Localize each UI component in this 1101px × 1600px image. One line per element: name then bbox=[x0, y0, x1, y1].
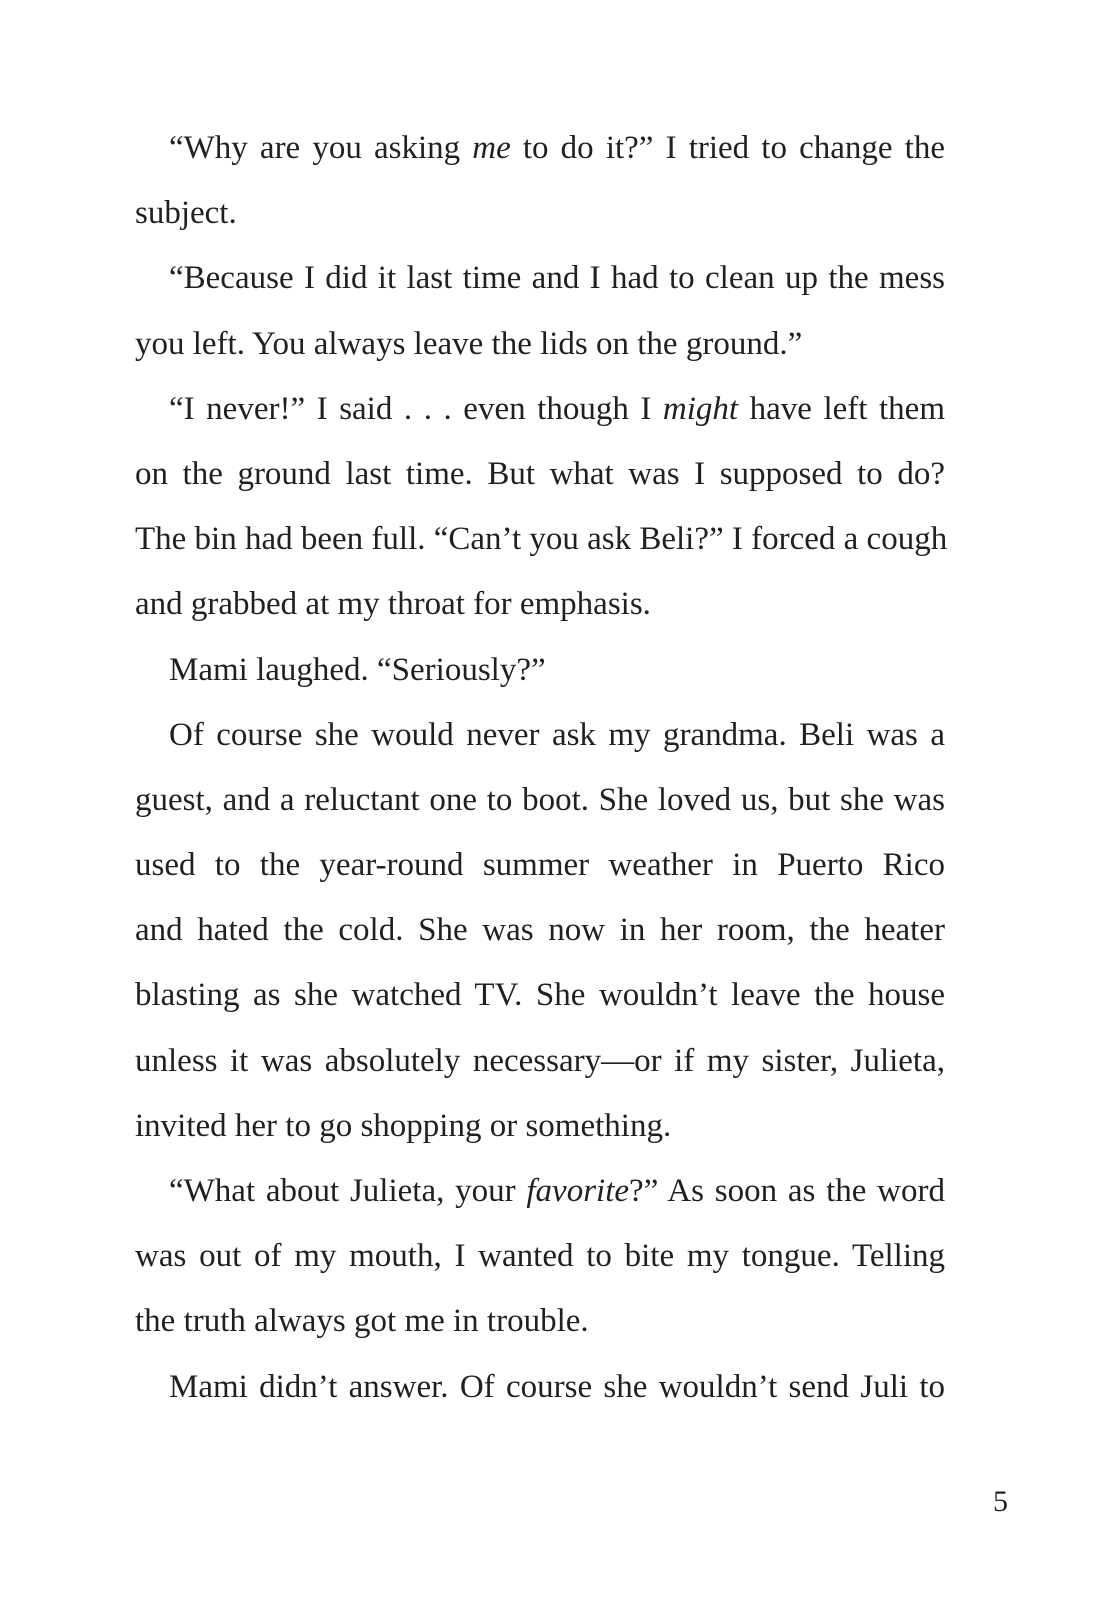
text-line bbox=[135, 768, 945, 833]
text-line bbox=[135, 116, 945, 181]
text-segment: and grabbed at my throat for emphasis. bbox=[135, 586, 651, 623]
text-segment: you left. You always leave the lids on the ground.” bbox=[135, 325, 803, 362]
text-segment: “What about Julieta, your bbox=[169, 1173, 527, 1209]
text-line bbox=[135, 1029, 945, 1094]
text-segment: subject. bbox=[135, 195, 237, 232]
text-line bbox=[135, 1355, 945, 1420]
text-segment: Mami didn’t answer. Of course she wouldn’t send Juli to bbox=[169, 1368, 945, 1405]
text-segment: was out of my mouth, I wanted to bite my tongue. Telling bbox=[135, 1238, 945, 1275]
page-number: 5 bbox=[993, 1485, 1008, 1518]
text-segment: used to the year-round summer weather in Puerto Rico bbox=[135, 847, 945, 884]
text-line bbox=[135, 1289, 945, 1354]
text-segment: to do it?” I tried to change the bbox=[510, 130, 945, 166]
emphasis-text: favorite bbox=[526, 1173, 630, 1209]
text-line bbox=[135, 572, 945, 637]
text-segment: the truth always got me in trouble. bbox=[135, 1303, 589, 1340]
text-line bbox=[135, 1094, 945, 1159]
text-segment: Mami laughed. “Seriously?” bbox=[169, 651, 546, 688]
text-segment: ?” As soon as the word bbox=[629, 1173, 945, 1209]
text-segment: invited her to go shopping or something. bbox=[135, 1107, 672, 1144]
text-segment: guest, and a reluctant one to boot. She loved us, but she was bbox=[135, 781, 945, 818]
emphasis-text: me bbox=[472, 130, 511, 166]
text-line bbox=[135, 963, 945, 1028]
text-line bbox=[135, 898, 945, 963]
text-line bbox=[135, 377, 945, 442]
emphasis-text: might bbox=[662, 390, 739, 427]
text-line bbox=[135, 1159, 945, 1224]
text-segment: Of course she would never ask my grandma. Beli was a bbox=[169, 716, 945, 753]
text-line bbox=[135, 638, 945, 703]
text-segment: on the ground last time. But what was I supposed to do? bbox=[135, 455, 945, 492]
text-segment: “Why are you asking bbox=[169, 130, 473, 166]
text-line bbox=[135, 312, 945, 377]
text-segment: “I never!” I said . . . even though I bbox=[169, 390, 663, 427]
text-segment: “Because I did it last time and I had to clean up the mess bbox=[169, 260, 945, 297]
text-segment: have left them bbox=[738, 390, 945, 427]
text-segment: The bin had been full. “Can’t you ask Beli?” I forced a cough bbox=[135, 521, 948, 558]
body-text bbox=[135, 116, 948, 1420]
text-segment: blasting as she watched TV. She wouldn’t leave the house bbox=[135, 977, 945, 1014]
text-line bbox=[135, 703, 945, 768]
text-line bbox=[135, 181, 945, 246]
text-line bbox=[135, 442, 945, 507]
text-line bbox=[135, 833, 945, 898]
text-segment: and hated the cold. She was now in her room, the heater bbox=[135, 912, 945, 949]
text-line bbox=[135, 507, 948, 572]
text-line bbox=[135, 246, 945, 311]
text-segment: unless it was absolutely necessary—or if my sister, Julieta, bbox=[135, 1042, 945, 1079]
text-line bbox=[135, 1224, 945, 1289]
